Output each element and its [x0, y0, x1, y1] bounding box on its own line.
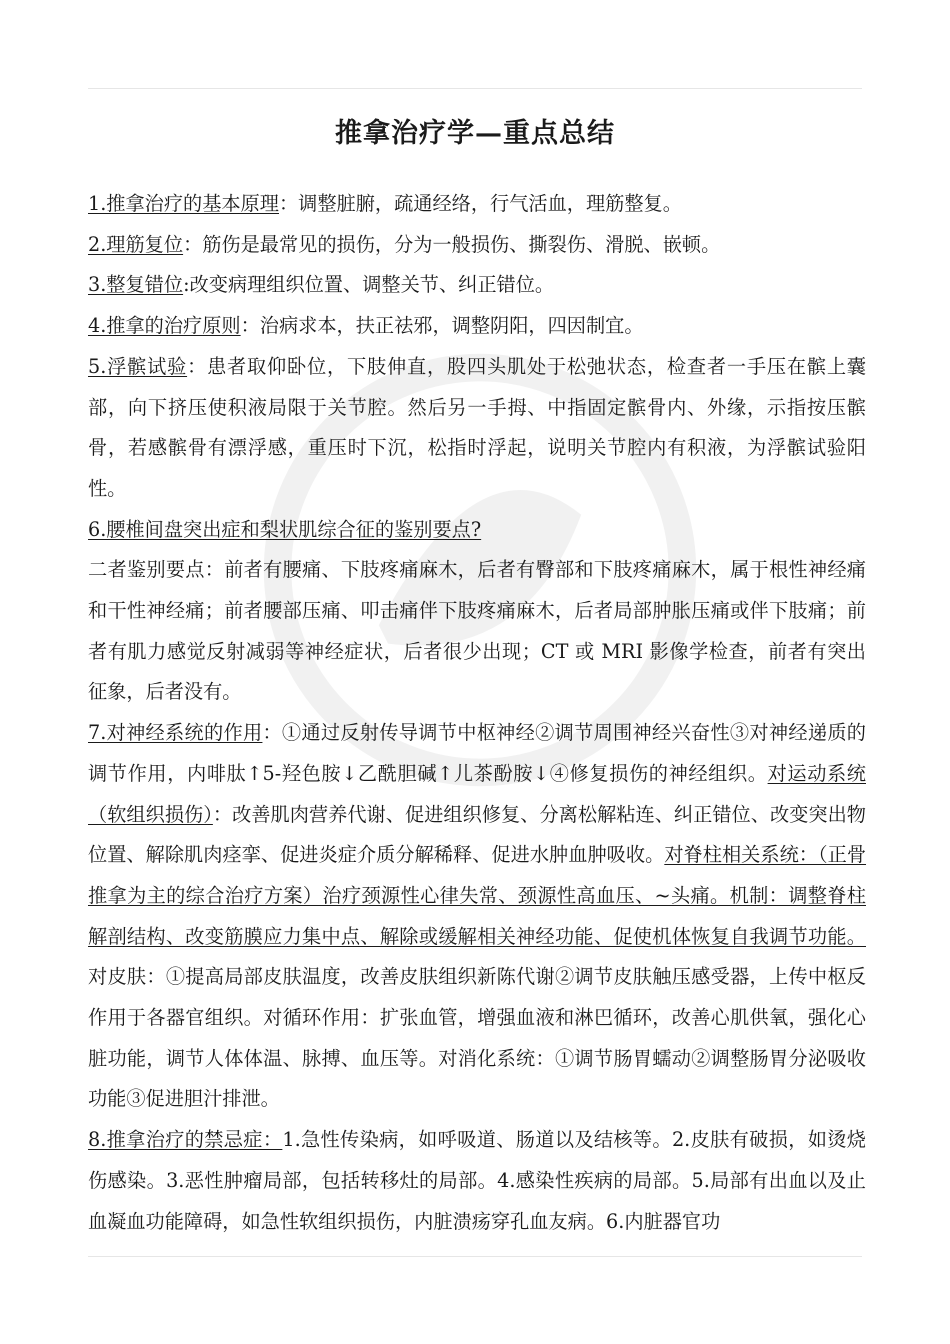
- item-8-text: 1.急性传染病，如呼吸道、肠道以及结核等。2.皮肤有破损，如烫烧伤感染。3.恶性肿瘤局部，包括转移灶的局部。4.感染性疾病的局部。5.局部有出血以及止血凝血功能障碍，如急性软组织损伤，内脏溃疡穿孔血友病。6.内脏器官功: [88, 1128, 866, 1233]
- item-7-text-c: 对皮肤：①提高局部皮肤温度，改善皮肤组织新陈代谢②调节皮肤触压感受器，上传中枢反作用于各器官组织。对循环作用：扩张血管，增强血液和淋巴循环，改善心肌供氧，强化心脏功能，调节人体体温、脉搏、血压等。对消化系统：①调节肠胃蠕动②调整肠胃分泌吸收功能③促进胆汁排泄。: [88, 965, 866, 1111]
- item-3-text: :改变病理组织位置、调整关节、纠正错位。: [183, 273, 555, 297]
- item-7-text-b: ：改善肌肉营养代谢、促进组织修复、分离松解粘连、纠正错位、改变突出物位置、解除肌肉痉挛、促进炎症介质分解稀释、促进水肿血肿吸收。: [88, 802, 866, 867]
- page-title: 推拿治疗学—重点总结: [335, 118, 615, 149]
- item-7-label: 7.对神经系统的作用: [88, 721, 263, 745]
- item-4: [88, 306, 866, 347]
- item-2-text: ：筋伤是最常见的损伤，分为一般损伤、撕裂伤、滑脱、嵌顿。: [183, 232, 721, 256]
- item-6-body: 二者鉴别要点：前者有腰痛、下肢疼痛麻木，后者有臀部和下肢疼痛麻木，属于根性神经痛和干性神经痛；前者腰部压痛、叩击痛伴下肢疼痛麻木，后者局部肿胀压痛或伴下肢痛；前者有肌力感觉反射减弱等神经症状，后者很少出现；CT 或 MRI 影像学检查，前者有突出征象，后者没有。: [88, 558, 866, 704]
- item-3-label: 3.整复错位: [88, 273, 184, 297]
- item-7: [88, 713, 866, 1120]
- top-rule: [88, 88, 862, 89]
- item-8-label: 8.推拿治疗的禁忌症：: [88, 1128, 283, 1152]
- item-6: [88, 510, 866, 551]
- item-2-label: 2.理筋复位: [88, 232, 184, 256]
- item-7-label-b: 对运动系统（软组织损伤）: [88, 761, 866, 826]
- item-5-text: ：患者取仰卧位，下肢伸直，股四头肌处于松弛状态，检查者一手压在髌上囊部，向下挤压使积液局限于关节腔。然后另一手拇、中指固定髌骨内、外缘，示指按压髌骨，若感髌骨有漂浮感，重压时下沉，松指时浮起，说明关节腔内有积液，为浮髌试验阳性。: [88, 354, 866, 500]
- item-8: [88, 1120, 866, 1242]
- item-7-label-c: 对脊柱相关系统：（正骨推拿为主的综合治疗方案）治疗颈源性心律失常、颈源性高血压、~头痛。机制：调整脊柱解剖结构、改变筋膜应力集中点、解除或缓解相关神经功能、促使机体恢复自我调节功能。: [88, 843, 867, 948]
- item-2: [88, 225, 866, 266]
- item-5: [88, 347, 866, 510]
- document-body: [88, 184, 866, 1242]
- item-1-label: 1.推拿治疗的基本原理: [88, 192, 279, 215]
- item-1-text: ：调整脏腑，疏通经络，行气活血，理筋整复。: [279, 192, 682, 215]
- item-1: [88, 184, 866, 225]
- bottom-rule: [88, 1256, 862, 1257]
- item-4-label: 4.推拿的治疗原则: [88, 314, 241, 338]
- item-7-text-a: ：①通过反射传导调节中枢神经②调节周围神经兴奋性③对神经递质的调节作用，内啡肽↑5-羟色胺↓乙酰胆碱↑儿茶酚胺↓④修复损伤的神经组织。: [88, 721, 866, 785]
- item-5-label: 5.浮髌试验: [88, 354, 188, 378]
- item-6-label: 6.腰椎间盘突出症和梨状肌综合征的鉴别要点?: [88, 517, 482, 541]
- item-4-text: ：治病求本，扶正祛邪，调整阴阳，四因制宜。: [240, 314, 644, 338]
- item-3: [88, 265, 866, 306]
